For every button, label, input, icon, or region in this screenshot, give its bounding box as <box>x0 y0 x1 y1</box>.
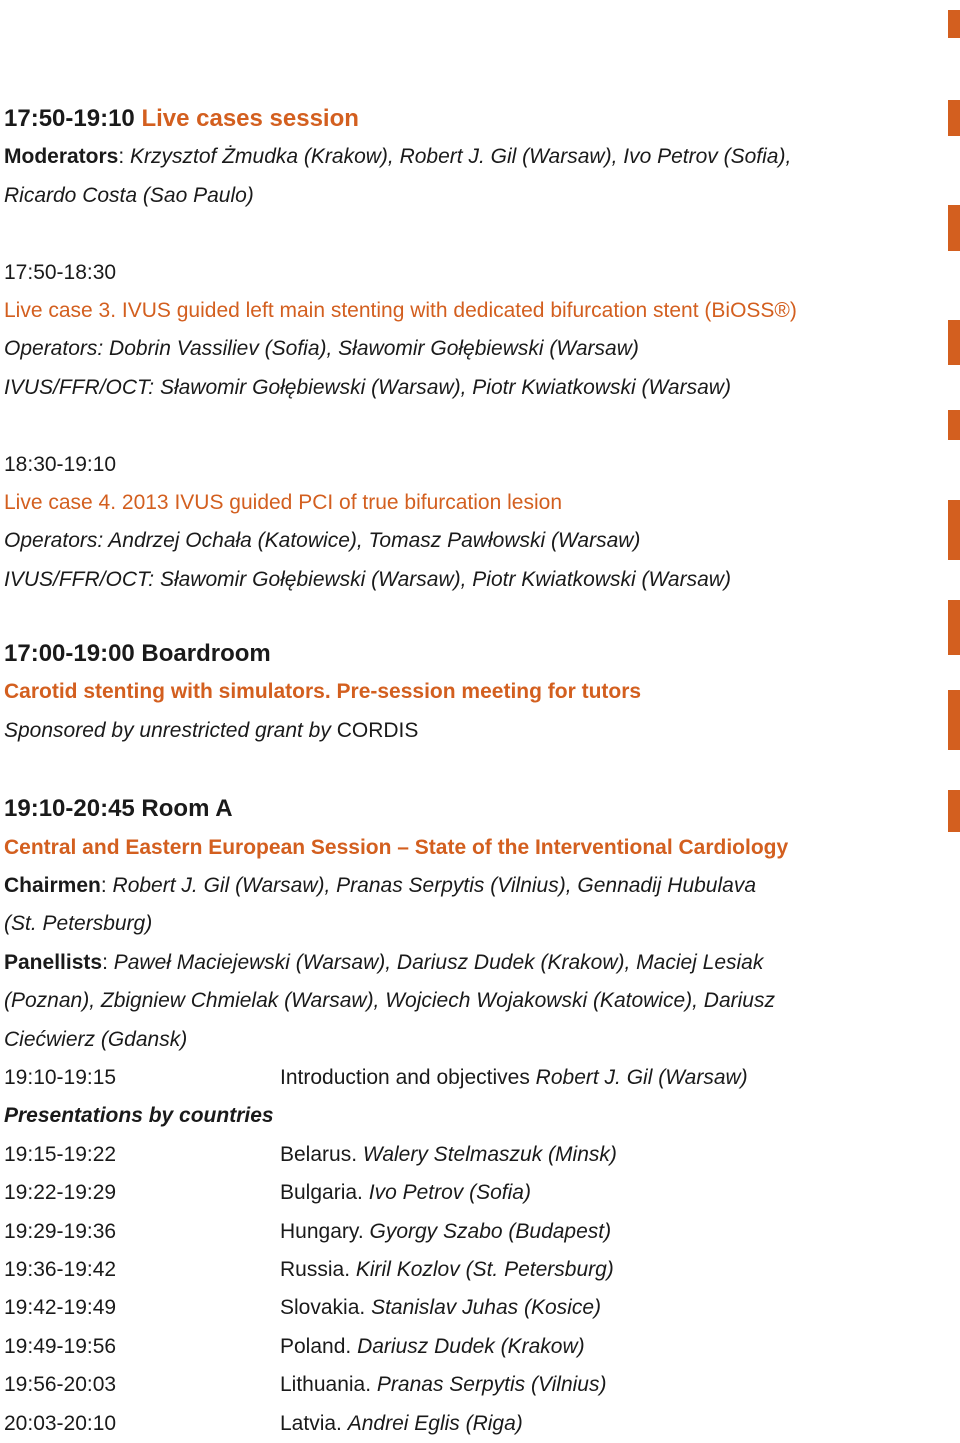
presentation-row <box>4 1366 904 1404</box>
boardroom-sponsor <box>4 712 904 750</box>
presentation-speaker: Andrei Eglis (Riga) <box>347 1411 523 1435</box>
moderators-label: Moderators <box>4 145 119 169</box>
chairmen-line: Chairmen: Robert J. Gil (Warsaw), Pranas Serpytis (Vilnius), Gennadij Hubulava <box>4 874 757 898</box>
presentation-time: 19:29-19:36 <box>4 1219 117 1243</box>
room-a-heading: 19:10-20:45 Room A <box>4 795 233 823</box>
presentation-row <box>4 1328 904 1366</box>
moderators-line-2 <box>4 177 904 215</box>
live-session-heading <box>4 100 904 138</box>
chairmen-names: Robert J. Gil (Warsaw), Pranas Serpytis (Vilnius), Gennadij Hubulava <box>112 874 757 898</box>
presentation-country: Poland. <box>280 1334 352 1358</box>
presentation-speaker: Kiril Kozlov (St. Petersburg) <box>355 1257 614 1281</box>
presentation-time: 19:56-20:03 <box>4 1373 117 1397</box>
decorative-margin-bar <box>948 500 960 560</box>
intro-text: Introduction and objectives <box>280 1065 530 1089</box>
moderators-line: Moderators: Krzysztof Żmudka (Krakow), Robert J. Gil (Warsaw), Ivo Petrov (Sofia), <box>4 145 792 169</box>
presentations-list <box>4 1136 904 1443</box>
moderators-names-cont: Ricardo Costa (Sao Paulo) <box>4 183 254 207</box>
presentation-speaker: Ivo Petrov (Sofia) <box>368 1181 531 1205</box>
program-page <box>4 100 904 1443</box>
decorative-margin-bar <box>948 205 960 251</box>
decorative-margin-bar <box>948 10 960 38</box>
presentation-time: 19:15-19:22 <box>4 1142 117 1166</box>
presentation-speaker: Dariusz Dudek (Krakow) <box>357 1334 585 1358</box>
panellists-names: Paweł Maciejewski (Warsaw), Dariusz Dudek (Krakow), Maciej Lesiak <box>113 950 764 974</box>
chairmen-label: Chairmen <box>4 874 101 898</box>
chairmen-names-cont: (St. Petersburg) <box>4 912 153 936</box>
presentation-time: 19:42-19:49 <box>4 1296 117 1320</box>
presentation-country: Russia. <box>280 1257 351 1281</box>
case4-title: Live case 4. 2013 IVUS guided PCI of true bifurcation lesion <box>4 490 562 514</box>
presentation-time: 20:03-20:10 <box>4 1411 117 1435</box>
presentation-time: 19:49-19:56 <box>4 1334 117 1358</box>
case4-operators: Operators: Andrzej Ochała (Katowice), Tomasz Pawłowski (Warsaw) <box>4 529 641 553</box>
presentation-speaker: Walery Stelmaszuk (Minsk) <box>362 1142 617 1166</box>
presentation-speaker: Gyorgy Szabo (Budapest) <box>369 1219 612 1243</box>
case4-ivus: IVUS/FFR/OCT: Sławomir Gołębiewski (Warsaw), Piotr Kwiatkowski (Warsaw) <box>4 567 731 591</box>
presentation-country: Bulgaria. <box>280 1181 363 1205</box>
moderators-names: Krzysztof Żmudka (Krakow), Robert J. Gil (Warsaw), Ivo Petrov (Sofia), <box>130 145 792 169</box>
intro-person: Robert J. Gil (Warsaw) <box>535 1065 748 1089</box>
presentations-label: Presentations by countries <box>4 1104 274 1128</box>
presentation-country: Belarus. <box>280 1142 358 1166</box>
intro-time: 19:10-19:15 <box>4 1065 117 1089</box>
presentation-country: Lithuania. <box>280 1373 372 1397</box>
decorative-margin-bar <box>948 100 960 136</box>
panellists-line: Panellists: Paweł Maciejewski (Warsaw), Dariusz Dudek (Krakow), Maciej Lesiak <box>4 950 764 974</box>
presentation-row <box>4 1136 904 1174</box>
room-a-title: Central and Eastern European Session – State of the Interventional Cardiology <box>4 835 789 859</box>
session-time: 17:50-19:10 <box>4 105 135 132</box>
decorative-margin-bar <box>948 790 960 832</box>
panellists-names-cont-2: Ciećwierz (Gdansk) <box>4 1027 188 1051</box>
boardroom-title: Carotid stenting with simulators. Pre-session meeting for tutors <box>4 680 642 704</box>
presentation-speaker: Stanislav Juhas (Kosice) <box>371 1296 601 1320</box>
panellists-label: Panellists <box>4 950 103 974</box>
case3-ivus: IVUS/FFR/OCT: Sławomir Gołębiewski (Warsaw), Piotr Kwiatkowski (Warsaw) <box>4 375 731 399</box>
presentation-row <box>4 1251 904 1289</box>
presentation-row <box>4 1174 904 1212</box>
boardroom-heading: 17:00-19:00 Boardroom <box>4 640 271 668</box>
presentation-country: Latvia. <box>280 1411 342 1435</box>
case3-time: 17:50-18:30 <box>4 260 117 284</box>
panellists-names-cont: (Poznan), Zbigniew Chmielak (Warsaw), Wojciech Wojakowski (Katowice), Dariusz <box>4 989 775 1013</box>
case3-title: Live case 3. IVUS guided left main stenting with dedicated bifurcation stent (BiOSS®) <box>4 298 797 322</box>
decorative-margin-bar <box>948 410 960 440</box>
decorative-margin-bar <box>948 600 960 655</box>
presentation-speaker: Pranas Serpytis (Vilnius) <box>376 1373 607 1397</box>
presentation-country: Hungary. <box>280 1219 364 1243</box>
decorative-margin-bar <box>948 690 960 750</box>
presentation-time: 19:22-19:29 <box>4 1181 117 1205</box>
session-title: Live cases session <box>141 105 359 132</box>
presentation-row <box>4 1289 904 1327</box>
case4-time: 18:30-19:10 <box>4 452 117 476</box>
intro-row <box>4 1059 904 1097</box>
decorative-margin-bar <box>948 320 960 365</box>
presentation-row <box>4 1405 904 1443</box>
sponsor-name: CORDIS <box>336 718 419 742</box>
sponsor-text: Sponsored by unrestricted grant by <box>4 718 331 742</box>
case3-operators: Operators: Dobrin Vassiliev (Sofia), Sławomir Gołębiewski (Warsaw) <box>4 337 639 361</box>
presentation-country: Slovakia. <box>280 1296 366 1320</box>
presentation-time: 19:36-19:42 <box>4 1257 117 1281</box>
presentation-row <box>4 1213 904 1251</box>
